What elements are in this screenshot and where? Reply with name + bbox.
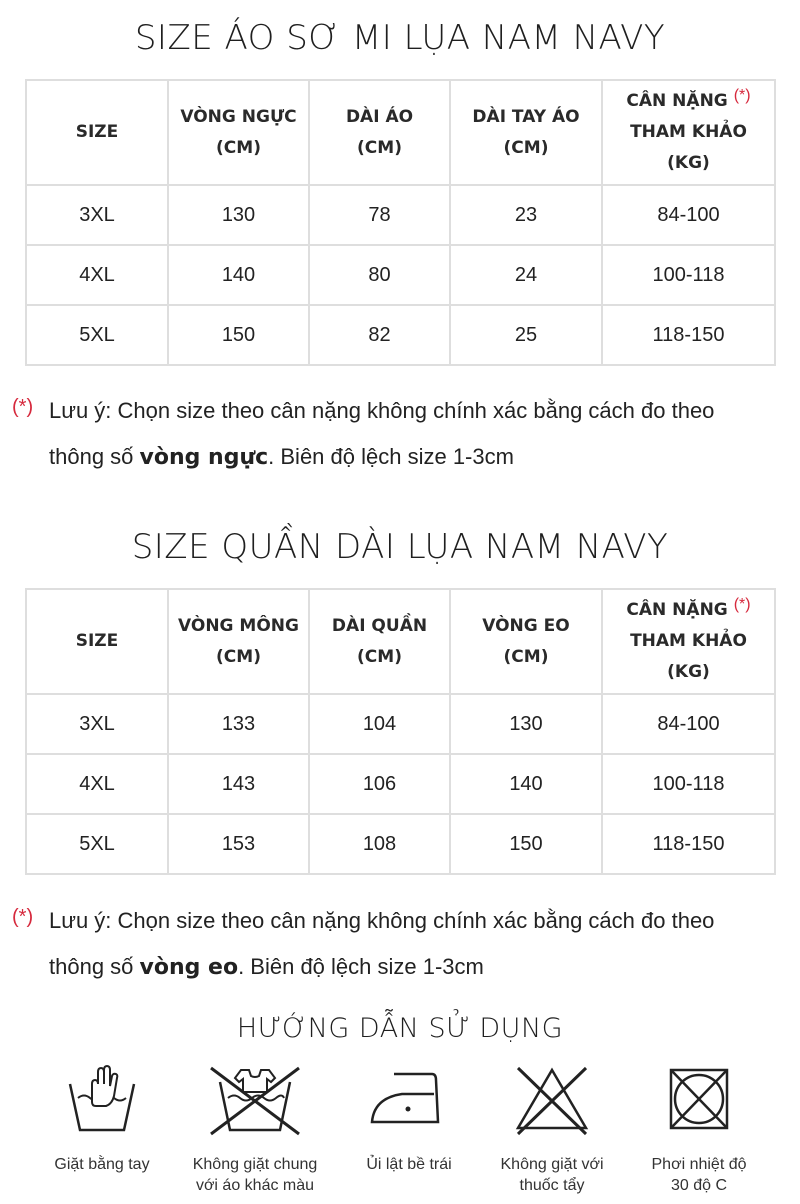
cell-waist: 130: [450, 694, 602, 754]
cell-weight: 100-118: [602, 754, 775, 814]
table-row: [26, 754, 775, 814]
cell-sleeve: 23: [450, 185, 602, 245]
header-size: SIZE: [26, 80, 168, 185]
iron-icon: [364, 1062, 454, 1137]
cell-size: 5XL: [26, 305, 168, 365]
cell-weight: 118-150: [602, 305, 775, 365]
pants-size-title: SIZE QUẦN DÀI LỤA NAM NAVY: [131, 527, 669, 567]
cell-weight: 84-100: [602, 694, 775, 754]
header-shirt-length: DÀI ÁO (CM): [309, 80, 450, 185]
header-size: SIZE: [26, 589, 168, 694]
pants-size-table: [25, 588, 776, 875]
care-item-hand-wash: [27, 1062, 177, 1173]
pants-size-note: [12, 898, 792, 991]
cell-waist: 150: [450, 814, 602, 874]
care-label: Ủi lật bề trái: [366, 1156, 452, 1173]
note-emphasis: vòng eo: [139, 955, 239, 980]
care-label: Giặt bằng tay: [54, 1156, 150, 1173]
cell-size: 3XL: [26, 694, 168, 754]
care-item-tumble-dry: [624, 1062, 774, 1194]
asterisk-mark: (*): [12, 396, 34, 418]
no-tumble-dry-icon: [659, 1062, 739, 1137]
header-pants-length: DÀI QUẦN (CM): [309, 589, 450, 694]
cell-length: 106: [309, 754, 450, 814]
cell-length: 108: [309, 814, 450, 874]
cell-hip: 133: [168, 694, 309, 754]
cell-weight: 100-118: [602, 245, 775, 305]
cell-waist: 140: [450, 754, 602, 814]
cell-chest: 140: [168, 245, 309, 305]
header-hip: VÒNG MÔNG (CM): [168, 589, 309, 694]
care-item-iron: [334, 1062, 484, 1173]
header-weight: CÂN NẶNG (*) THAM KHẢO (KG): [602, 80, 775, 185]
cell-length: 104: [309, 694, 450, 754]
cell-hip: 153: [168, 814, 309, 874]
cell-size: 3XL: [26, 185, 168, 245]
hand-wash-icon: [62, 1062, 142, 1137]
table-header-row: [26, 80, 775, 185]
shirt-size-title: SIZE ÁO SƠ MI LỤA NAM NAVY: [134, 18, 666, 58]
care-label: Không giặt chung với áo khác màu: [192, 1156, 318, 1194]
header-chest: VÒNG NGỰC (CM): [168, 80, 309, 185]
cell-chest: 130: [168, 185, 309, 245]
note-line-2: thông số vòng ngực. Biên độ lệch size 1-3cm: [49, 444, 514, 470]
header-weight: CÂN NẶNG (*) THAM KHẢO (KG): [602, 589, 775, 694]
note-line-2: thông số vòng eo. Biên độ lệch size 1-3cm: [49, 954, 484, 980]
note-line-1: Lưu ý: Chọn size theo cân nặng không chính xác bằng cách đo theo: [49, 908, 715, 933]
cell-weight: 118-150: [602, 814, 775, 874]
cell-weight: 84-100: [602, 185, 775, 245]
cell-chest: 150: [168, 305, 309, 365]
shirt-size-note: [12, 388, 792, 481]
shirt-size-table: [25, 79, 776, 366]
care-label: Không giặt với thuốc tẩy: [500, 1156, 604, 1194]
no-bleach-icon: [512, 1062, 592, 1137]
table-header-row: [26, 589, 775, 694]
cell-hip: 143: [168, 754, 309, 814]
cell-length: 82: [309, 305, 450, 365]
cell-length: 78: [309, 185, 450, 245]
cell-size: 4XL: [26, 245, 168, 305]
table-row: [26, 694, 775, 754]
cell-sleeve: 25: [450, 305, 602, 365]
care-title: HƯỚNG DẪN SỬ DỤNG: [236, 1013, 564, 1044]
table-row: [26, 185, 775, 245]
header-sleeve-length: DÀI TAY ÁO (CM): [450, 80, 602, 185]
no-wash-together-icon: [205, 1062, 305, 1137]
asterisk-mark: (*): [12, 906, 34, 928]
table-row: [26, 305, 775, 365]
note-line-1: Lưu ý: Chọn size theo cân nặng không chính xác bằng cách đo theo: [49, 398, 715, 423]
note-emphasis: vòng ngực: [139, 445, 269, 470]
header-waist: VÒNG EO (CM): [450, 589, 602, 694]
care-item-no-bleach: [477, 1062, 627, 1194]
cell-size: 4XL: [26, 754, 168, 814]
care-label: Phơi nhiệt độ 30 độ C: [651, 1156, 747, 1194]
care-item-no-wash-together: [180, 1062, 330, 1194]
table-row: [26, 814, 775, 874]
cell-length: 80: [309, 245, 450, 305]
cell-sleeve: 24: [450, 245, 602, 305]
care-icons-row: [0, 1062, 800, 1202]
cell-size: 5XL: [26, 814, 168, 874]
table-row: [26, 245, 775, 305]
